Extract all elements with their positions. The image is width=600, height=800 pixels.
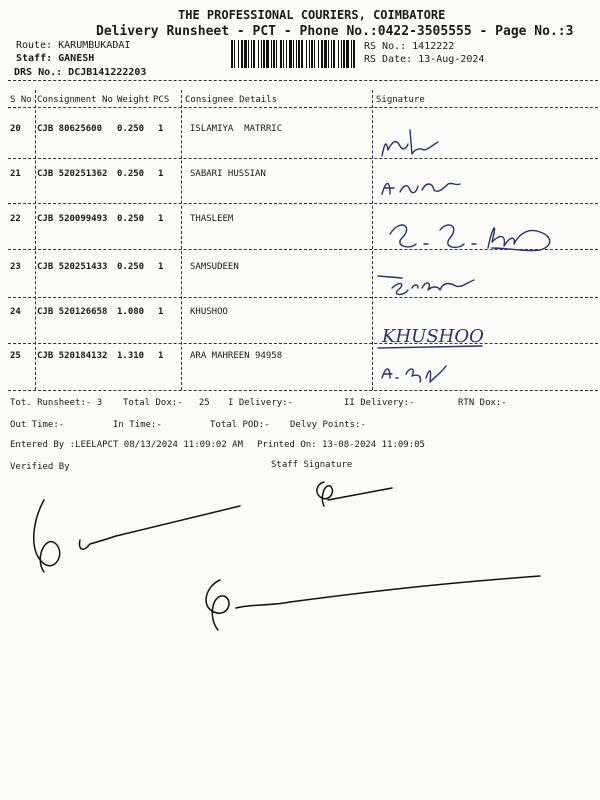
company-title: THE PROFESSIONAL COURIERS, COIMBATORE: [178, 8, 446, 22]
barcode-bar: [341, 40, 342, 68]
row-sno: 24: [10, 307, 21, 317]
barcode-bar: [273, 40, 275, 68]
barcode-bar: [298, 40, 300, 68]
signature-row-25: [376, 354, 456, 388]
barcode: [230, 40, 358, 68]
barcode-bar: [280, 40, 282, 68]
barcode-bar: [238, 40, 239, 68]
row-sno: 22: [10, 214, 21, 224]
row-weight: 1.310: [117, 351, 145, 361]
barcode-bar: [251, 40, 252, 68]
row-consignment: CJB 520099493: [37, 214, 108, 224]
barcode-bar: [301, 40, 303, 68]
barcode-bar: [318, 40, 319, 68]
staff-label: Staff: GANESH: [16, 53, 95, 64]
row-divider: [8, 343, 598, 344]
row-weight: 1.080: [117, 307, 145, 317]
barcode-bar: [311, 40, 313, 68]
row-divider: [8, 297, 598, 298]
row-pcs: 1: [158, 124, 164, 134]
signature-row-23: [372, 266, 482, 300]
column-divider: [372, 90, 373, 390]
barcode-bar: [241, 40, 243, 68]
col-header-pcs: PCS: [153, 95, 170, 105]
barcode-bar: [244, 40, 247, 68]
row-consignee: SAMSUDEEN: [190, 262, 239, 272]
entered-by: Entered By :LEELAPCT 08/13/2024 11:09:02 AM: [10, 440, 243, 450]
row-consignee: ARA MAHREEN 94958: [190, 351, 283, 361]
row-divider: [8, 203, 598, 204]
row-pcs: 1: [158, 351, 164, 361]
row-divider: [8, 158, 598, 159]
barcode-bar: [343, 40, 345, 68]
signature-row-24: [374, 318, 494, 352]
staff-signature-mark: [310, 476, 400, 516]
barcode-bar: [321, 40, 323, 68]
barcode-bar: [331, 40, 332, 68]
barcode-bar: [263, 40, 265, 68]
row-consignment: CJB 520184132: [37, 351, 108, 361]
col-header-signature: Signature: [376, 95, 425, 105]
row-consignment: CJB 520251433: [37, 262, 108, 272]
barcode-bar: [286, 40, 287, 68]
signature-text-row-24: KHUSHOO: [382, 326, 484, 347]
col-header-sno: S No: [10, 95, 32, 105]
row-consignment: CJB 520251362: [37, 169, 108, 179]
rs-date: RS Date: 13-Aug-2024: [364, 54, 485, 65]
barcode-bar: [271, 40, 272, 68]
row-weight: 0.250: [117, 169, 145, 179]
row-consignee: ISLAMIYA MATRRIC: [190, 124, 283, 134]
staff-signature: [190, 572, 560, 642]
barcode-bar: [306, 40, 307, 68]
barcode-bar: [309, 40, 310, 68]
verified-by-label: Verified By: [10, 462, 70, 472]
rtn-dox: RTN Dox:-: [458, 398, 507, 408]
row-pcs: 1: [158, 307, 164, 317]
barcode-bar: [328, 40, 329, 68]
row-consignment: CJB 80625600: [37, 124, 103, 134]
header-divider: [8, 80, 598, 81]
barcode-bar: [253, 40, 255, 68]
signature-row-21: [376, 170, 466, 200]
runsheet-title: Delivery Runsheet - PCT - Phone No.:0422-3505555 - Page No.:3: [96, 24, 574, 39]
barcode-bar: [293, 40, 294, 68]
row-sno: 23: [10, 262, 21, 272]
barcode-bar: [351, 40, 352, 68]
barcode-bar: [266, 40, 269, 68]
drs-number: DRS No.: DCJB141222203: [14, 67, 147, 78]
in-time: In Time:-: [113, 420, 162, 430]
rs-number: RS No.: 1412222: [364, 41, 455, 52]
row-sno: 20: [10, 124, 21, 134]
row-sno: 21: [10, 169, 21, 179]
row-sno: 25: [10, 351, 21, 361]
barcode-bar: [248, 40, 249, 68]
barcode-bar: [338, 40, 339, 68]
barcode-bar: [289, 40, 292, 68]
barcode-bar: [276, 40, 277, 68]
row-pcs: 1: [158, 262, 164, 272]
column-header-divider: [8, 107, 598, 108]
col-header-weight: Weight: [117, 95, 150, 105]
out-time: Out Time:-: [10, 420, 65, 430]
column-divider: [181, 90, 182, 390]
i-delivery: I Delivery:-: [228, 398, 294, 408]
barcode-bar: [231, 40, 233, 68]
total-dox: Total Dox:- 25: [123, 398, 210, 408]
row-consignee: KHUSHOO: [190, 307, 228, 317]
row-consignee: THASLEEM: [190, 214, 234, 224]
col-header-consignment: Consignment No: [37, 95, 113, 105]
tot-runsheet: Tot. Runsheet:- 3: [10, 398, 103, 408]
staff-signature-label: Staff Signature: [271, 460, 353, 470]
row-weight: 0.250: [117, 124, 145, 134]
barcode-bar: [346, 40, 349, 68]
row-pcs: 1: [158, 214, 164, 224]
barcode-bar: [314, 40, 315, 68]
row-weight: 0.250: [117, 214, 145, 224]
total-pod: Total POD:-: [210, 420, 270, 430]
row-consignee: SABARI HUSSIAN: [190, 169, 266, 179]
route-label: Route: KARUMBUKADAI: [16, 40, 131, 51]
ii-delivery: II Delivery:-: [344, 398, 415, 408]
signature-row-20: [376, 120, 446, 164]
row-pcs: 1: [158, 169, 164, 179]
barcode-bar: [333, 40, 335, 68]
row-consignment: CJB 520126658: [37, 307, 108, 317]
printed-on: Printed On: 13-08-2024 11:09:05: [257, 440, 425, 450]
barcode-bar: [283, 40, 284, 68]
table-bottom-divider: [8, 390, 598, 391]
row-weight: 0.250: [117, 262, 145, 272]
barcode-bar: [296, 40, 297, 68]
delvy-points: Delvy Points:-: [290, 420, 366, 430]
col-header-consignee: Consignee Details: [185, 95, 278, 105]
barcode-bar: [234, 40, 235, 68]
barcode-bar: [261, 40, 262, 68]
barcode-bar: [353, 40, 355, 68]
barcode-bar: [258, 40, 259, 68]
column-divider: [35, 90, 36, 390]
signature-row-22: [380, 208, 580, 258]
barcode-bar: [324, 40, 327, 68]
